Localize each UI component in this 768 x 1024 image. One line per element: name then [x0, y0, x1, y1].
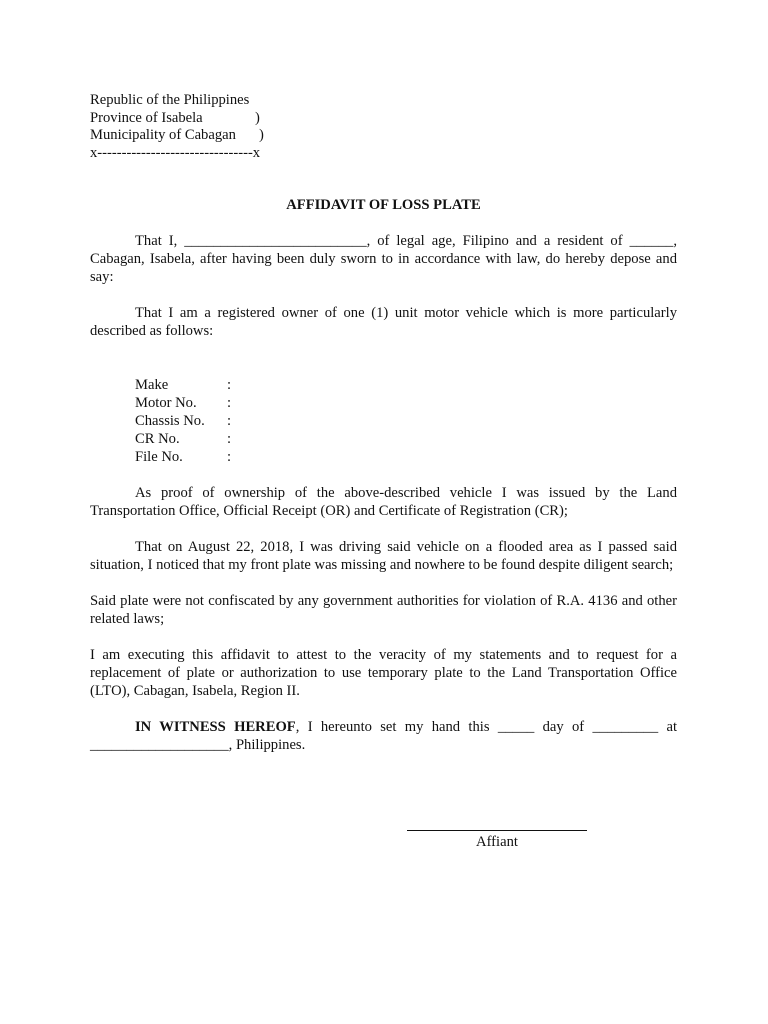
detail-label: CR No. [135, 431, 180, 448]
detail-row-cr-no [135, 430, 677, 448]
header-paren: ) [259, 127, 264, 144]
detail-row-file-no [135, 448, 677, 466]
document-title: AFFIDAVIT OF LOSS PLATE [286, 197, 481, 214]
detail-row-make [135, 376, 677, 394]
detail-label: Motor No. [135, 395, 197, 412]
paragraph-executing: I am executing this affidavit to attest to the veracity of my statements and to request for a replacement of plate or authorization to use temporary plate to the Land Transportation Office (LTO), Cabagan, Isabela, Region II. [90, 647, 677, 700]
detail-colon: : [227, 395, 232, 412]
paragraph-not-confiscated: Said plate were not confiscated by any government authorities for violation of R.A. 4136 and other related laws; [90, 593, 677, 628]
header-paren: ) [255, 109, 260, 126]
witness-text: , I hereunto set my hand this _____ day of _________ at ___________________, Philippines. [90, 719, 677, 754]
paragraph-witness [90, 718, 677, 754]
affiant-label: Affiant [476, 834, 518, 850]
detail-row-motor-no [135, 394, 677, 412]
affidavit-document [90, 92, 677, 850]
header-separator: x--------------------------------x [90, 144, 261, 161]
signature-block [407, 830, 587, 851]
header-republic: Republic of the Philippines [90, 92, 250, 108]
detail-row-chassis-no [135, 412, 677, 430]
paragraph-incident: That on August 22, 2018, I was driving said vehicle on a flooded area as I passed said situation, I noticed that my front plate was missing and nowhere to be found despite diligent search; [90, 539, 677, 574]
signature-line [407, 830, 587, 831]
detail-label: Chassis No. [135, 413, 205, 430]
header-province: Province of Isabela ) [90, 109, 260, 126]
header-municipality: Municipality of Cabagan ) [90, 127, 264, 144]
paragraph-owner: That I am a registered owner of one (1) unit motor vehicle which is more particularly described as follows: [90, 305, 677, 340]
paragraph-proof: As proof of ownership of the above-described vehicle I was issued by the Land Transportation Office, Official Receipt (OR) and Certificate of Registration (CR); [90, 485, 677, 520]
vehicle-details [135, 376, 677, 466]
witness-bold-text: IN WITNESS HEREOF [135, 719, 296, 736]
detail-colon: : [227, 413, 232, 430]
detail-label: Make [135, 377, 169, 394]
detail-label: File No. [135, 449, 183, 466]
paragraph-intro: That I, _________________________, of legal age, Filipino and a resident of ______, Cabagan, Isabela, after having been duly sworn to in accordance with law, do hereby depose and say: [90, 233, 677, 286]
header-block [90, 92, 677, 162]
detail-colon: : [227, 449, 232, 466]
detail-colon: : [227, 431, 232, 448]
detail-colon: : [227, 377, 232, 394]
